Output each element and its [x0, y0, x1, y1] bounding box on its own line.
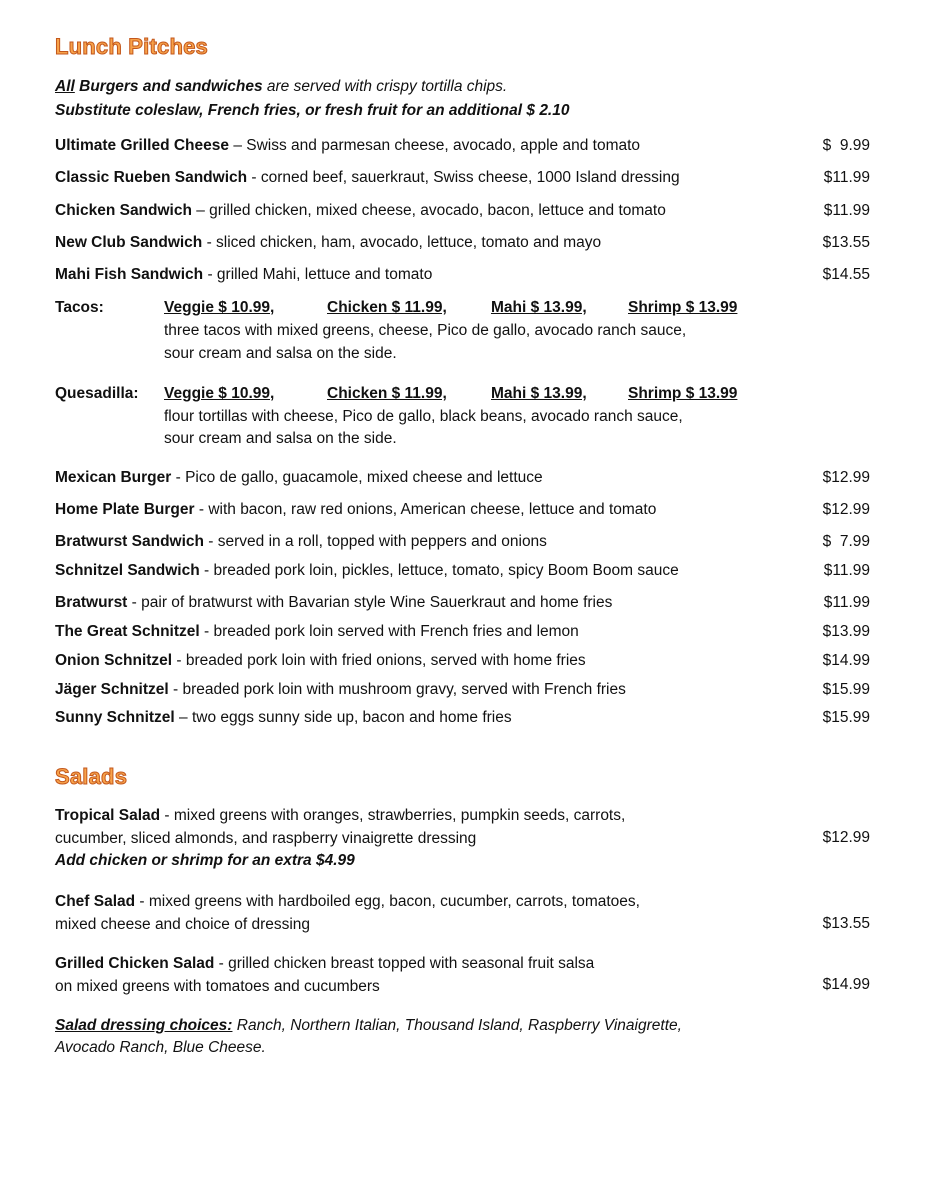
item-desc: – two eggs sunny side up, bacon and home fries: [174, 709, 512, 726]
menu-item: [55, 594, 870, 616]
menu-item: [55, 623, 870, 645]
quesadilla-label: Quesadilla:: [55, 385, 139, 402]
menu-item: [55, 266, 870, 288]
quesadilla-option-chicken: Chicken $ 11.99,: [327, 385, 447, 402]
menu-item: [55, 202, 870, 224]
item-price: $14.55: [822, 266, 870, 283]
salad-desc-line-1: - mixed greens with oranges, strawberries, pumpkin seeds, carrots,: [160, 807, 626, 824]
lunch-heading: Lunch Pitches: [55, 34, 208, 59]
item-name: Jäger Schnitzel: [55, 681, 169, 698]
quesadilla-section: [55, 385, 870, 455]
item-desc: - breaded pork loin, pickles, lettuce, tomato, spicy Boom Boom sauce: [199, 562, 679, 579]
tacos-option-chicken: Chicken $ 11.99,: [327, 299, 447, 316]
item-desc: - breaded pork loin served with French fries and lemon: [199, 623, 579, 640]
salad-desc-line-2: cucumber, sliced almonds, and raspberry vinaigrette dressing: [55, 829, 477, 847]
salad-dressing-note: [55, 1015, 682, 1059]
salad-addon-note: Add chicken or shrimp for an extra $4.99: [55, 852, 355, 869]
item-desc: - served in a roll, topped with peppers and onions: [204, 533, 547, 550]
tacos-option-shrimp: Shrimp $ 13.99: [628, 299, 738, 316]
item-name: Schnitzel Sandwich: [55, 562, 200, 579]
salad-price: $12.99: [822, 829, 870, 846]
quesadilla-desc-line-2: sour cream and salsa on the side.: [164, 430, 397, 447]
item-desc: – Swiss and parmesan cheese, avocado, apple and tomato: [229, 137, 641, 154]
item-price: $11.99: [823, 202, 870, 219]
menu-item: [55, 469, 870, 491]
menu-item: [55, 169, 870, 191]
item-price: $11.99: [823, 169, 870, 186]
item-name: Sunny Schnitzel: [55, 709, 175, 726]
item-price: $11.99: [823, 594, 870, 611]
tacos-desc-line-1: three tacos with mixed greens, cheese, Pico de gallo, avocado ranch sauce,: [164, 322, 687, 339]
item-desc: - Pico de gallo, guacamole, mixed cheese and lettuce: [171, 469, 543, 486]
salad-item: [55, 891, 870, 937]
item-name: Mahi Fish Sandwich: [55, 266, 204, 283]
item-desc: - with bacon, raw red onions, American cheese, lettuce and tomato: [194, 501, 657, 518]
item-price: $13.55: [822, 234, 870, 251]
salad-price: $13.55: [822, 915, 870, 932]
quesadilla-desc-line-1: flour tortillas with cheese, Pico de gallo, black beans, avocado ranch sauce,: [164, 408, 683, 425]
item-desc: - breaded pork loin with fried onions, served with home fries: [172, 652, 586, 669]
dressing-label: Salad dressing choices:: [55, 1017, 233, 1034]
item-desc: - breaded pork loin with mushroom gravy, served with French fries: [168, 681, 626, 698]
menu-item: [55, 652, 870, 674]
salad-item: [55, 805, 870, 875]
salad-name: Tropical Salad: [55, 807, 161, 824]
salad-price: $14.99: [822, 976, 870, 993]
intro-rest: are served with crispy tortilla chips.: [262, 78, 508, 95]
item-name: Mexican Burger: [55, 469, 172, 486]
item-desc: - corned beef, sauerkraut, Swiss cheese, 1000 Island dressing: [247, 169, 680, 186]
menu-item: [55, 681, 870, 703]
item-price: $ 7.99: [822, 533, 870, 550]
tacos-option-mahi: Mahi $ 13.99,: [491, 299, 587, 316]
lunch-intro-line-1: [55, 78, 507, 96]
menu-item: [55, 533, 870, 555]
dressing-line-2: Avocado Ranch, Blue Cheese.: [55, 1039, 266, 1056]
menu-item: [55, 234, 870, 256]
quesadilla-option-mahi: Mahi $ 13.99,: [491, 385, 587, 402]
item-name: The Great Schnitzel: [55, 623, 200, 640]
item-price: $11.99: [823, 562, 870, 579]
salad-desc-line-1: - grilled chicken breast topped with seasonal fruit salsa: [214, 955, 595, 972]
salad-name: Chef Salad: [55, 893, 136, 910]
item-name: Bratwurst: [55, 594, 128, 611]
menu-item: [55, 709, 870, 731]
item-price: $15.99: [822, 681, 870, 698]
tacos-option-veggie: Veggie $ 10.99,: [164, 299, 275, 316]
dressing-line-1: Ranch, Northern Italian, Thousand Island, Raspberry Vinaigrette,: [232, 1017, 682, 1034]
tacos-label: Tacos:: [55, 299, 104, 316]
item-name: New Club Sandwich: [55, 234, 203, 251]
salad-desc-line-2: on mixed greens with tomatoes and cucumbers: [55, 977, 380, 995]
quesadilla-option-shrimp: Shrimp $ 13.99: [628, 385, 738, 402]
intro-burgers: Burgers and sandwiches: [74, 78, 263, 95]
item-price: $12.99: [822, 501, 870, 518]
item-desc: - sliced chicken, ham, avocado, lettuce, tomato and mayo: [202, 234, 602, 251]
salads-heading: Salads: [55, 764, 128, 789]
salad-name: Grilled Chicken Salad: [55, 955, 215, 972]
tacos-section: [55, 299, 870, 369]
item-desc: – grilled chicken, mixed cheese, avocado, bacon, lettuce and tomato: [191, 202, 666, 219]
tacos-desc-line-2: sour cream and salsa on the side.: [164, 345, 397, 362]
item-price: $13.99: [822, 623, 870, 640]
menu-item: [55, 137, 870, 159]
quesadilla-option-veggie: Veggie $ 10.99,: [164, 385, 275, 402]
lunch-intro-line-2: Substitute coleslaw, French fries, or fresh fruit for an additional $ 2.10: [55, 102, 570, 119]
item-desc: - grilled Mahi, lettuce and tomato: [203, 266, 433, 283]
salad-desc-line-1: - mixed greens with hardboiled egg, bacon, cucumber, carrots, tomatoes,: [135, 893, 640, 910]
menu-item: [55, 562, 870, 584]
item-name: Classic Rueben Sandwich: [55, 169, 248, 186]
item-name: Onion Schnitzel: [55, 652, 173, 669]
item-name: Ultimate Grilled Cheese: [55, 137, 230, 154]
salad-desc-line-2: mixed cheese and choice of dressing: [55, 915, 311, 933]
item-name: Home Plate Burger: [55, 501, 195, 518]
item-price: $ 9.99: [822, 137, 870, 154]
item-price: $15.99: [822, 709, 870, 726]
item-name: Bratwurst Sandwich: [55, 533, 204, 550]
item-desc: - pair of bratwurst with Bavarian style Wine Sauerkraut and home fries: [127, 594, 613, 611]
item-price: $14.99: [822, 652, 870, 669]
intro-all: All: [55, 78, 75, 95]
item-name: Chicken Sandwich: [55, 202, 192, 219]
menu-item: [55, 501, 870, 523]
item-price: $12.99: [822, 469, 870, 486]
salad-item: [55, 953, 870, 999]
